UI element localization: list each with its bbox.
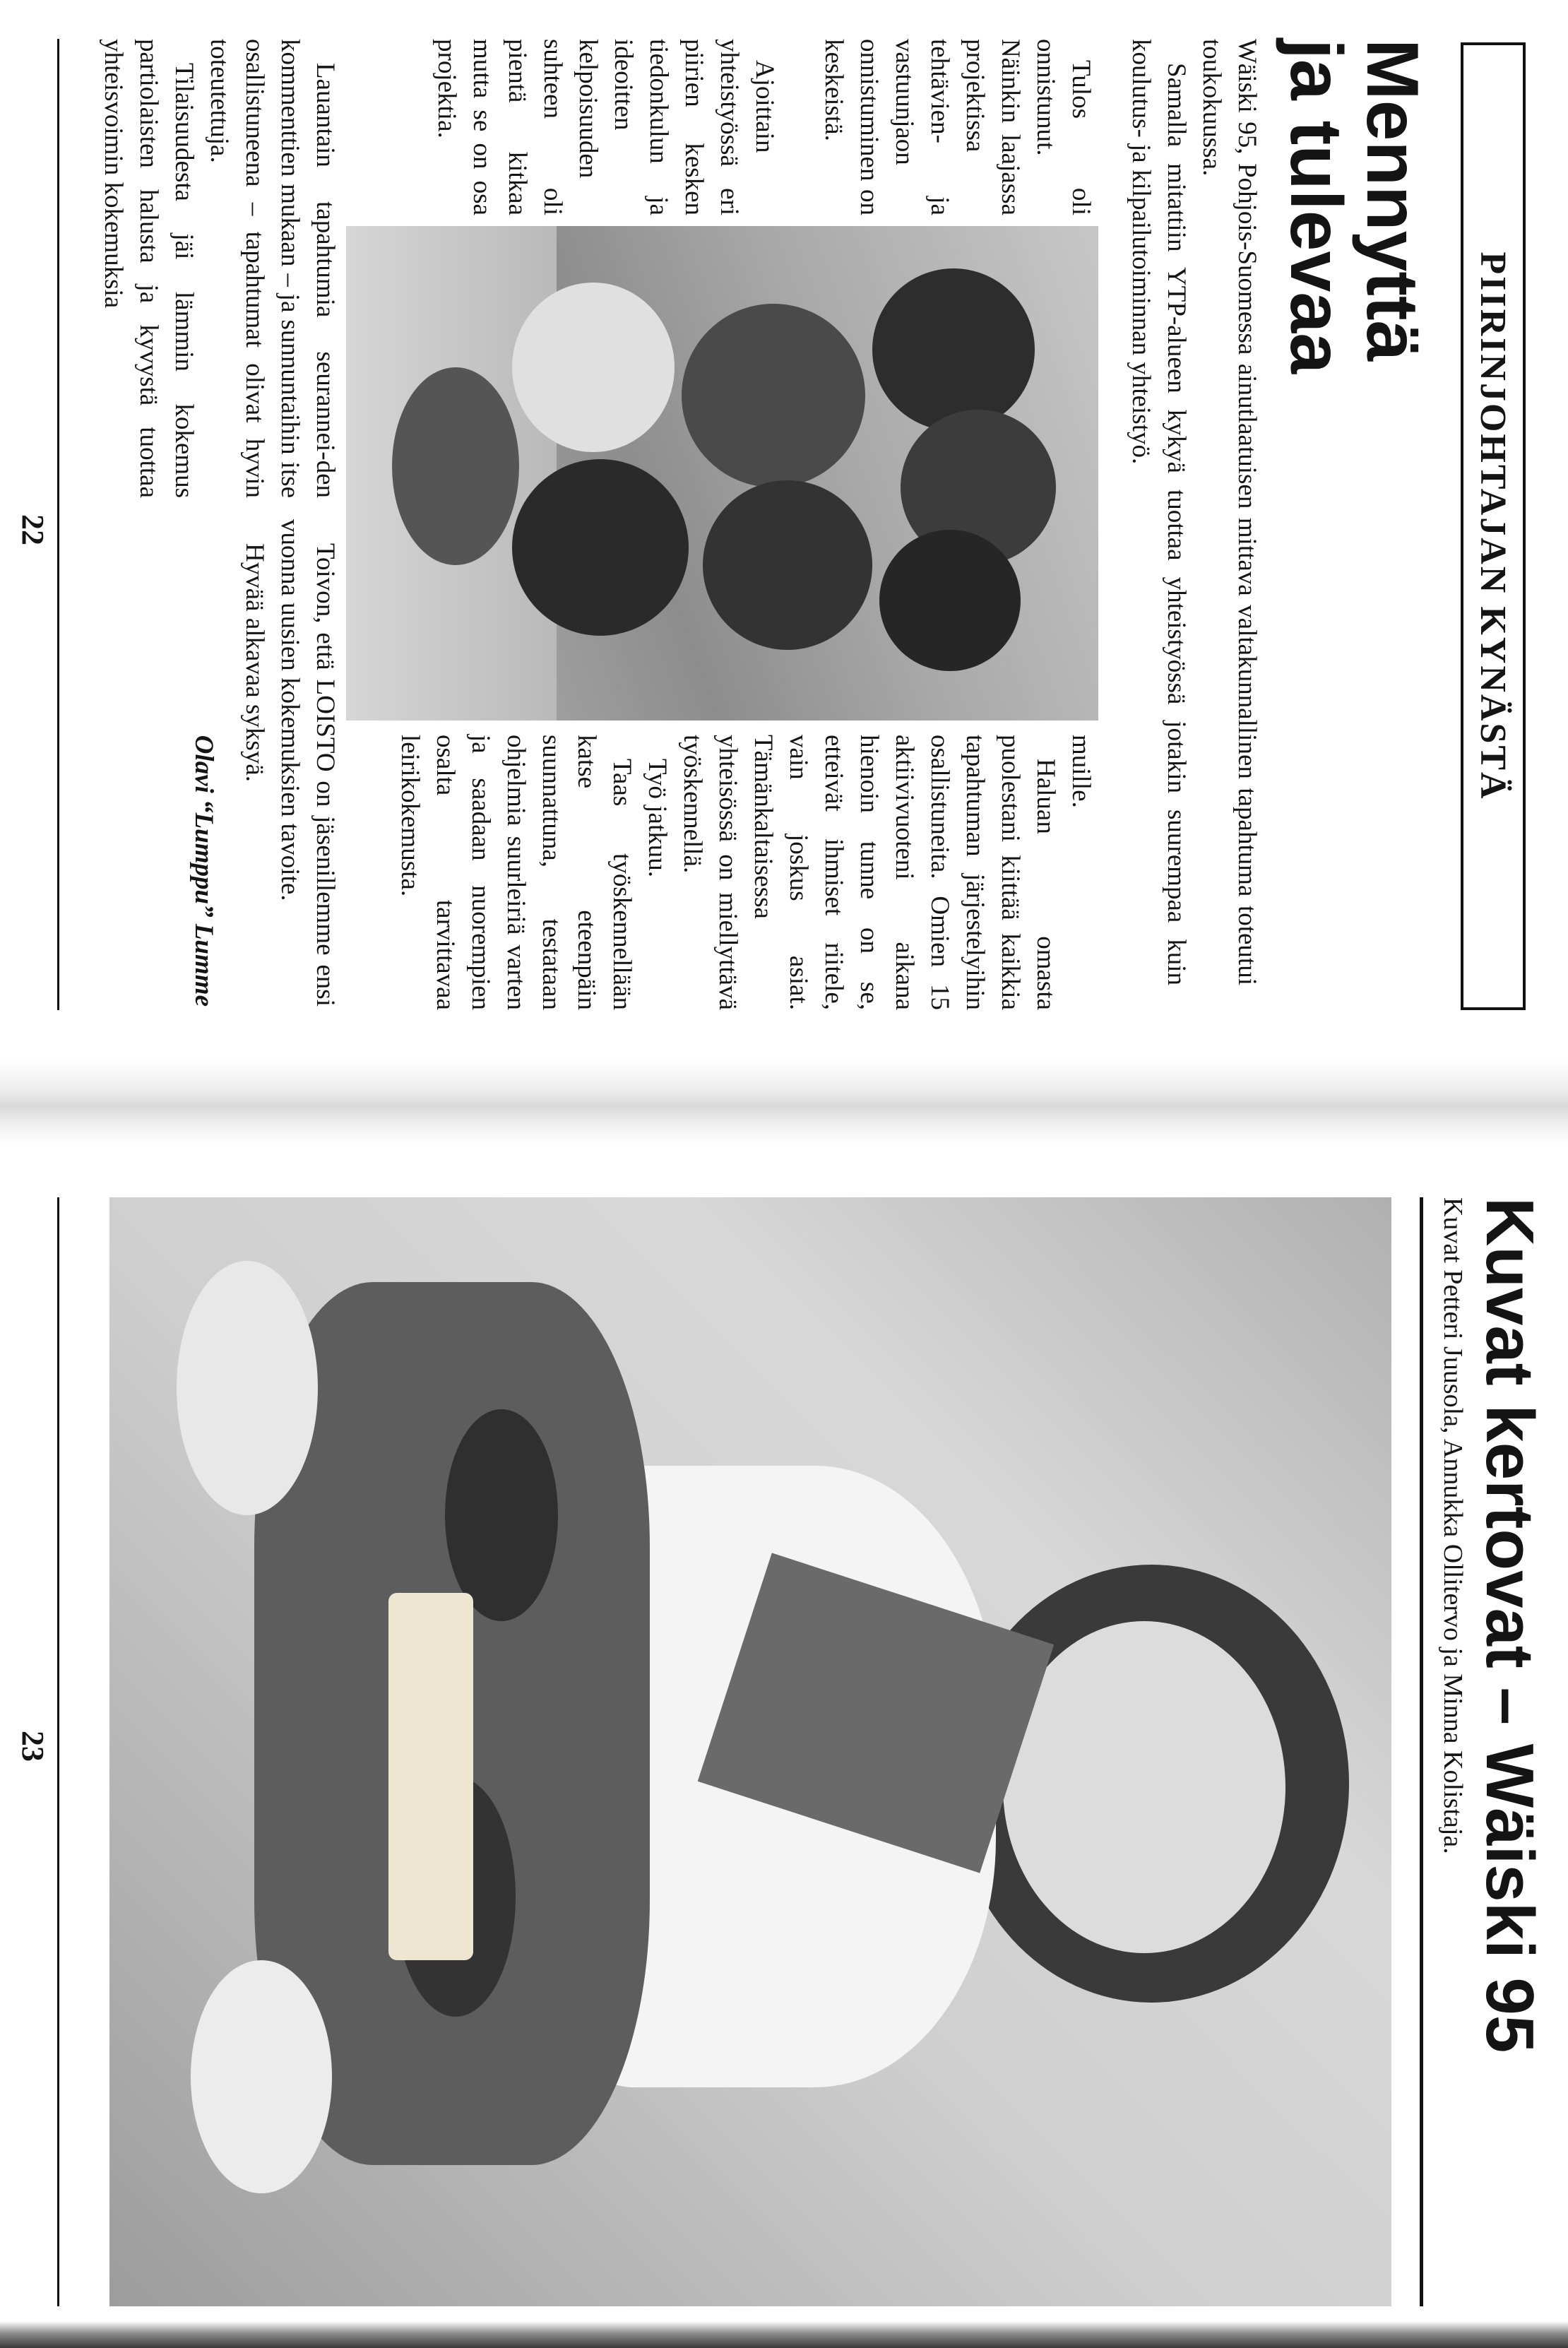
right-paragraph-2: Haluan omasta puolestani kiittää kaikkia tapahtuman järjestelyihin osallistuneita. Omien 15 aktiivivuoteni aikana hienoin tunne on se, etteivät ihmiset riitele, vain joskus asiat. Tämänkaltaisessa yhteisössä on miellyttävä työskennellä. [678,735,1060,1010]
footer-rule [57,39,59,1010]
intro-paragraph-1: Wäiski 95, Pohjois-Suomessa ainutlaatuisen mittava valtakunnallinen tapahtuma toteutui toukokuussa. [1197,39,1261,985]
photo-camo-patch [445,1409,558,1621]
right-column [392,735,1098,1010]
group-photo [346,226,1098,721]
photo-credits: Kuvat Petteri Juusola, Annukka Ollitervo ja Minna Kolistaja. [1438,1197,1468,1854]
footer-rule [57,1197,59,2306]
narrow-paragraph-2: Ajoittain yhteistyössä eri piirien kesken tiedonkulun ja ideoitten kelpoisuuden suhteen oli pientä kitkaa mutta se on osa projektia. [432,39,779,215]
photo-figure [703,480,872,650]
lower-left-column [95,39,343,498]
page-23 [0,1144,1568,2348]
author-signature: Olavi “Lumppu” Lumme [189,735,218,1007]
photo-wooden-boat [388,1593,473,1960]
scan-edge [0,2321,1568,2348]
article-title [1275,39,1433,406]
section-header [1461,42,1526,1010]
narrow-paragraph-1: Tulos oli onnistunut. Näinkin laajassa projektissa tehtävien- ja vastuunjaon onnistuminen on keskeistä. [819,39,1095,215]
photo-figure [682,304,865,487]
right-paragraph-4: Taas työskennellään katse eteenpäin suunnattuna, testataan ohjelmia suurleiriä varten ja saadaan nuorempien osalta tarvittavaa leirikokemusta. [396,735,636,1010]
page-number: 23 [16,1731,50,1762]
right-paragraph-3: Työ jatkuu. [643,759,672,877]
photo-figure [512,459,689,636]
lower-right-paragraph-2: Hyvää alkavaa syksyä. [240,543,269,783]
photo-shoe [191,1960,332,2193]
article-title-line-2: ja tulevaa [1275,39,1357,374]
photo-figure [879,530,1021,671]
lower-right-column [186,519,343,1007]
lower-left-paragraph-2: Tilaisuudesta jäi lämmin kokemus partiolaisten halusta ja kyvystä tuottaa yhteisvoimin kokemuksia [99,39,198,498]
lower-left-paragraph-1: Lauantain tapahtumia seurannei-den kommenttien mukaan – ja sunnuntaihin itse osallistuneena – tapahtumat olivat hyvin toteutettuja. [205,39,340,498]
title-rule [1420,1197,1423,2306]
scout-whittling-photo [109,1197,1391,2306]
gallery-title: Kuvat kertovat – Wäiski 95 [1472,1197,1548,2053]
section-header-text: PIIRINJOHTAJAN KYNÄSTÄ [1473,251,1514,801]
right-paragraph-1: muille. [1067,735,1095,808]
article-intro [1123,39,1264,985]
photo-figure [872,268,1035,431]
page-22 [0,0,1568,1060]
lower-right-paragraph-1: Toivon, että LOISTO on jäsenillemme ensi vuonna uusien kokemuksien tavoite. [275,519,340,1007]
narrow-column [429,39,1098,215]
intro-paragraph-2: Samalla mitattiin YTP-alueen kykyä tuottaa yhteistyössä jotakin suurempaa kuin koulutus- ja kilpailutoiminnan yhteistyö. [1127,39,1191,985]
photo-figure [512,283,675,452]
article-title-line-1: Mennyttä [1351,39,1433,362]
photo-shoe [177,1261,318,1515]
page-number: 22 [16,514,50,545]
page-gutter [0,1060,1568,1144]
photo-figure [392,367,519,565]
